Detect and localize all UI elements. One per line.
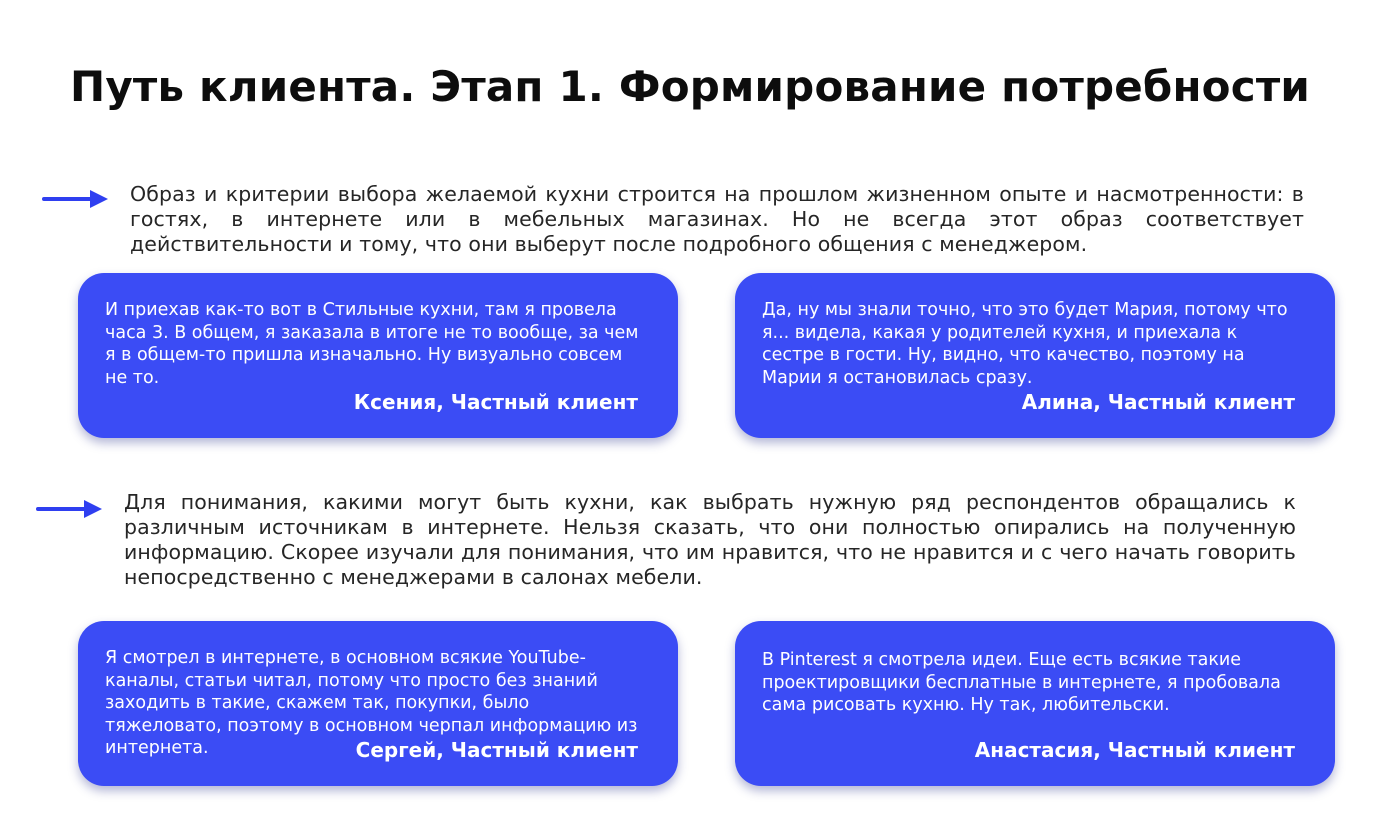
quote-text: В Pinterest я смотрела идеи. Еще есть всякие такие проектировщики бесплатные в интернете, я пробовала сама рисовать кухню. Ну так, любительски.: [762, 650, 1281, 715]
point-text: Образ и критерии выбора желаемой кухни строится на прошлом жизненном опыте и насмотренности: в гостях, в интернете или в мебельных магазинах. Но не всегда этот образ соответствует действительности и тому, что они выберут после подробного общения с менеджером.: [130, 182, 1304, 256]
quote-author: Анастасия, Частный клиент: [974, 738, 1295, 762]
point-1: [42, 182, 1304, 257]
quote-author: Ксения, Частный клиент: [353, 390, 638, 414]
arrow-right-icon: [36, 498, 104, 520]
quote-text: Я смотрел в интернете, в основном всякие YouTube-каналы, статьи читал, потому что просто без знаний заходить в такие, скажем так, покупки, было тяжеловато, поэтому в основном черпал информацию из интернета.: [105, 648, 638, 758]
quote-text: И приехав как-то вот в Стильные кухни, там я провела часа 3. В общем, я заказала в итоге не то вообще, за чем я в общем-то пришла изначально. Ну визуально совсем не то.: [105, 300, 639, 388]
quote-text: Да, ну мы знали точно, что это будет Мария, потому что я... видела, какая у родителей кухня, и приехала к сестре в гости. Ну, видно, что качество, поэтому на Марии я остановилась сразу.: [762, 300, 1288, 388]
quote-card: [78, 621, 678, 786]
arrow-right-icon: [42, 188, 110, 210]
quote-author: Сергей, Частный клиент: [355, 738, 638, 762]
point-2: [36, 490, 1296, 590]
slide-title: Путь клиента. Этап 1. Формирование потребности: [69, 62, 1311, 111]
quote-author: Алина, Частный клиент: [1021, 390, 1295, 414]
quote-card: [735, 273, 1335, 438]
quote-card: [78, 273, 678, 438]
point-text: Для понимания, какими могут быть кухни, как выбрать нужную ряд респондентов обращались к различным источникам в интернете. Нельзя сказать, что они полностью опирались на полученную информацию. Скорее изучали для понимания, что им нравится, что не нравится и с чего начать говорить непосредственно с менеджерами в салонах мебели.: [124, 490, 1296, 589]
quote-card: [735, 621, 1335, 786]
